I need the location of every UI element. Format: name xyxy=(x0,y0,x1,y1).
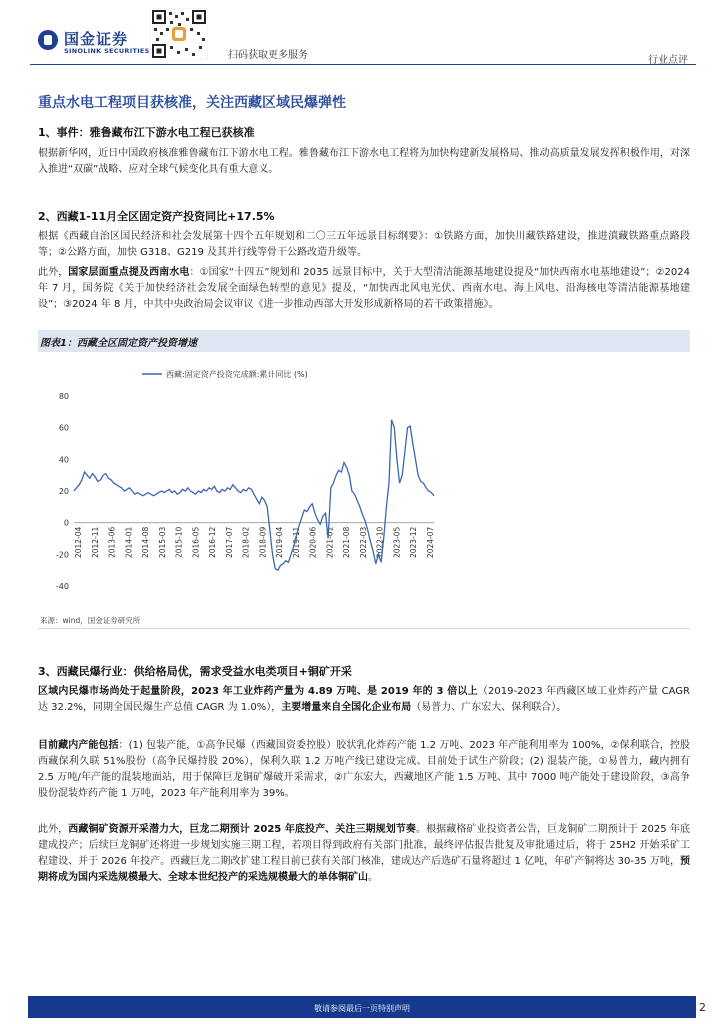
x-tick-label: 2022-03 xyxy=(358,526,368,559)
y-tick-label: 60 xyxy=(58,423,69,433)
x-tick-label: 2021-08 xyxy=(342,526,352,559)
x-tick-label: 2018-09 xyxy=(258,526,268,559)
y-tick-label: 20 xyxy=(58,487,69,496)
x-tick-label: 2019-11 xyxy=(291,526,301,559)
x-tick-label: 2013-06 xyxy=(107,526,117,559)
y-tick-label: 0 xyxy=(63,518,69,528)
x-tick-label: 2014-01 xyxy=(124,526,134,559)
y-tick-label: -40 xyxy=(55,582,69,591)
source-divider xyxy=(38,628,690,629)
x-tick-label: 2023-05 xyxy=(392,526,402,559)
section-3-heading: 3、西藏民爆行业：供给格局优，需求受益水电类项目+铜矿开采 xyxy=(38,665,352,678)
x-tick-label: 2012-04 xyxy=(74,526,83,559)
x-tick-label: 2016-05 xyxy=(191,526,201,559)
section-3-paragraph-3: 此外，西藏铜矿资源开采潜力大，巨龙二期预计 2025 年底投产、关注三期规划节奏。根据藏格矿业投资者公告，巨龙铜矿二期预计于 2025 年底建成投产；后续巨龙铜矿还将进一步规划实施三期工程，若项目得到政府有关部门批准，最终评估报告批复及审批通过后，将于 25H2 开始采矿工程建设、并于 2026 年投产。西藏巨龙二期改扩建工程目前已获有关部门核准，建成达产后选矿石量将超过 1 亿吨，年矿产铜将达 30-35 万吨，预期将成为国内采选规模最大、全球本世纪投产的采选规模最大的单体铜矿山。 xyxy=(38,824,691,883)
x-tick-label: 2015-03 xyxy=(157,526,167,559)
x-tick-label: 2017-07 xyxy=(224,526,234,559)
legend-label: 西藏:固定资产投资完成额:累计同比 (%) xyxy=(166,370,308,379)
x-tick-label: 2024-07 xyxy=(426,526,435,559)
x-tick-label: 2022-10 xyxy=(375,526,385,559)
x-tick-label: 2021-01 xyxy=(325,526,335,559)
x-tick-label: 2014-08 xyxy=(141,526,151,559)
qr-code-icon[interactable] xyxy=(150,8,208,60)
report-type-label: 行业点评 xyxy=(648,55,688,66)
y-tick-label: 80 xyxy=(58,392,69,401)
report-title: 重点水电工程项目获核准，关注西藏区域民爆弹性 xyxy=(38,95,346,111)
brand-name-en: SINOLINK SECURITIES xyxy=(64,47,150,55)
section-1-heading: 1、事件：雅鲁藏布江下游水电工程已获核准 xyxy=(38,126,255,139)
x-tick-label: 2018-02 xyxy=(241,526,251,559)
investment-growth-chart xyxy=(38,356,690,606)
page-number: 2 xyxy=(699,1001,706,1014)
section-2-paragraph-1: 根据《西藏自治区国民经济和社会发展第十四个五年规划和二〇三五年远景目标纲要》：①铁路方面，加快川藏铁路建设，推进滇藏铁路重点路段等；②公路方面，加快 G318、G219 及其并行线等骨干公路改造升级等。 xyxy=(38,231,690,258)
x-tick-label: 2012-11 xyxy=(90,526,100,559)
section-3-paragraph-1: 区域内民爆市场尚处于起量阶段，2023 年工业炸药产量为 4.89 万吨、是 2019 年的 3 倍以上（2019-2023 年西藏区域工业炸药产量 CAGR 达 32.2%，同期全国民爆生产总值 CAGR 为 1.0%），主要增量来自全国化企业布局（易普力、广东宏大、保利联合）。 xyxy=(38,686,690,713)
y-tick-label: -20 xyxy=(55,550,69,560)
x-tick-label: 2023-12 xyxy=(409,526,419,559)
section-2-paragraph-2: 此外，国家层面重点提及西南水电：①国家“十四五”规划和 2035 远景目标中，关于大型清洁能源基地建设提及“加快西南水电基地建设”；②2024 年 7 月，国务院《关于加快经济社会发展全面绿色转型的意见》提及，“加快西北风电光伏、西南水电、海上风电、沿海核电等清洁能源基地建设”；③2024 年 8 月，中共中央政治局会议审议《进一步推动西部大开发形成新格局的若干政策措施》。 xyxy=(38,267,690,310)
x-tick-label: 2020-06 xyxy=(308,526,318,559)
x-tick-label: 2015-10 xyxy=(174,526,184,559)
company-logo-icon xyxy=(38,30,58,50)
brand-name-cn: 国金证券 xyxy=(64,30,129,48)
header-divider xyxy=(30,64,696,65)
qr-caption: 扫码获取更多服务 xyxy=(228,50,308,61)
figure-source: 来源：wind，国金证券研究所 xyxy=(40,616,141,625)
x-tick-label: 2019-04 xyxy=(275,526,285,559)
section-2-heading: 2、西藏1-11月全区固定资产投资同比+17.5% xyxy=(38,210,275,223)
x-tick-label: 2016-12 xyxy=(208,526,218,559)
section-3-paragraph-2: 目前藏内产能包括：(1) 包装产能，①高争民爆（西藏国资委控股）胶状乳化炸药产能 1.2 万吨、2023 年产能利用率为 100%，②保利联合，控股西藏保利久联 51%股份（高争民爆持股 20%），保利久联 1.2 万吨产线已建设完成、目前处于试生产阶段；(2) 混装产能，①易普力，藏内拥有 2.5 万吨/年产能的混装地面站，用于保障巨龙铜矿爆破开采需求，②广东宏大，西藏地区产能 1.5 万吨、其中 7000 吨产能处于建设阶段，③高争股份混装炸药产能 1 万吨，2023 年产能利用率为 39%。 xyxy=(38,740,690,799)
figure-title: 图表1：西藏全区固定资产投资增速 xyxy=(40,338,197,349)
y-tick-label: 40 xyxy=(58,455,69,465)
section-1-paragraph: 根据新华网，近日中国政府核准雅鲁藏布江下游水电工程。雅鲁藏布江下游水电工程将为加快构建新发展格局、推动高质量发展发挥积极作用，对深入推进“双碳”战略、应对全球气候变化具有重大意义。 xyxy=(38,148,690,175)
footer-disclaimer: 敬请参阅最后一页特别声明 xyxy=(314,1004,410,1013)
